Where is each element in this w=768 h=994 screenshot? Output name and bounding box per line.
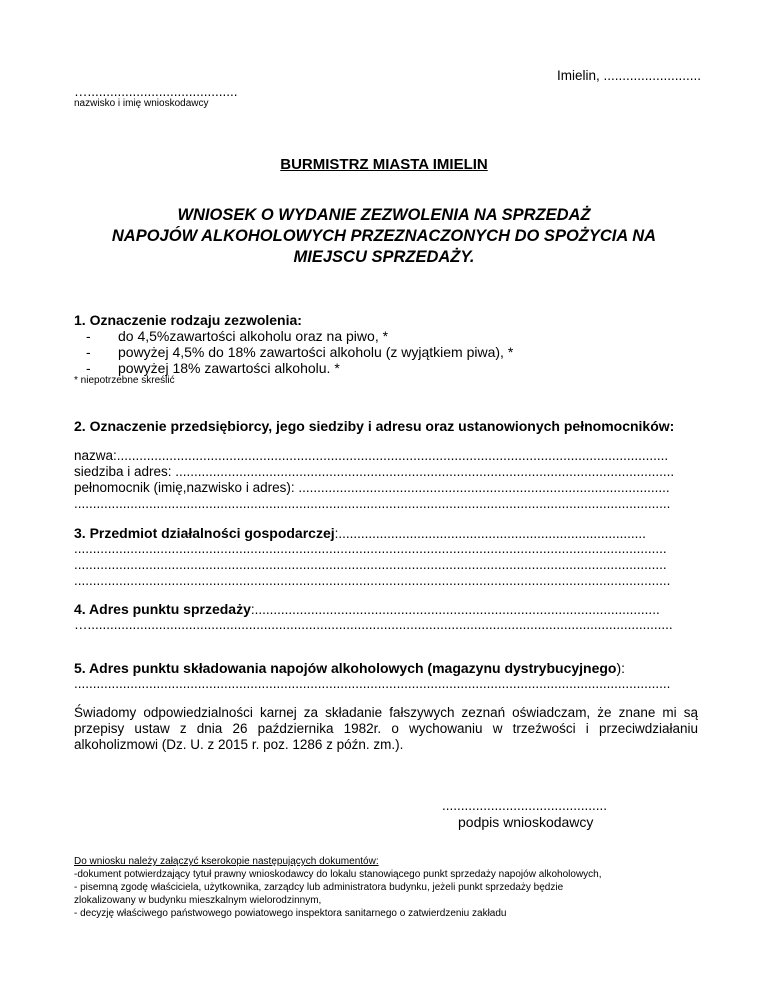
list-dash: -: [86, 328, 91, 344]
attachment-item: zlokalizowany w budynku mieszkalnym wielorodzinnym,: [74, 895, 322, 906]
section1-item-text: powyżej 18% zawartości alkoholu. *: [118, 360, 340, 376]
applicant-caption: nazwisko i imię wnioskodawcy: [74, 98, 209, 109]
declaration: Świadomy odpowiedzialności karnej za składanie fałszywych zeznań oświadczam, że znane mi są przepisy ustaw z dnia 26 października 1982r. o wychowaniu w trzeźwości i przeciwdziałaniu alkoholizmowi (Dz. U. z 2015 r. poz. 1286 z późn. zm.).: [74, 705, 698, 752]
signature-dots: ............................................: [442, 798, 608, 813]
title-line-1: WNIOSEK O WYDANIE ZEZWOLENIA NA SPRZEDAŻ: [177, 206, 591, 224]
attachment-item: -dokument potwierdzający tytuł prawny wnioskodawcy do lokalu stanowiącego punkt sprzedaży napojów alkoholowych,: [74, 869, 602, 880]
section4-heading-text: 4. Adres punktu sprzedaży: [74, 601, 251, 617]
title-line-3: MIEJSCU SPRZEDAŻY.: [293, 248, 475, 266]
section3-line: ...............................................................................................................................................................: [74, 573, 671, 588]
section1-item-text: do 4,5%zawartości alkoholu oraz na piwo, *: [118, 328, 389, 344]
title-line-2: NAPOJÓW ALKOHOLOWYCH PRZEZNACZONYCH DO SPOŻYCIA NA: [111, 227, 657, 245]
section3-heading-text: 3. Przedmiot działalności gospodarczej: [74, 525, 335, 541]
addressee: BURMISTRZ MIASTA IMIELIN: [280, 156, 488, 173]
signature-caption: podpis wnioskodawcy: [458, 814, 594, 830]
attachment-item: - pisemną zgodę właściciela, użytkownika, zarządcy lub administratora budynku, jeżeli punkt sprzedaży będzie: [74, 882, 564, 893]
footnote: * niepotrzebne skreślić: [74, 375, 175, 386]
place-date: Imielin, ..........................: [557, 68, 702, 83]
section2-line-name: nazwa:...................................................................................................................................................: [74, 448, 669, 463]
section1-item: [86, 360, 340, 376]
attachment-item: - decyzję właściwego państwowego powiatowego inspektora sanitarnego o zatwierdzeniu zakładu: [74, 908, 507, 919]
section2-line-extra: ...............................................................................................................................................................: [74, 496, 671, 511]
applicant-name-field: …........................................: [74, 84, 238, 99]
section5-heading-text: 5. Adres punktu składowania napojów alkoholowych (magazynu dystrybucyjnego: [74, 660, 617, 676]
section2-heading: 2. Oznaczenie przedsiębiorcy, jego siedziby i adresu oraz ustanowionych pełnomocników:: [74, 418, 675, 434]
section4-line: …............................................................................................................................................................: [74, 617, 673, 632]
section4-heading: [74, 601, 660, 617]
list-dash: -: [86, 360, 91, 376]
section2-line-address: siedziba i adres: .....................................................................................................................................: [74, 464, 675, 479]
section3-heading-dots: :..................................................................................: [334, 526, 646, 541]
section5-heading: [74, 660, 625, 676]
section5-heading-rest: ):: [616, 660, 626, 676]
section3-heading: [74, 525, 646, 541]
section3-line: ..............................................................................................................................................................: [74, 541, 667, 556]
section1-item-text: powyżej 4,5% do 18% zawartości alkoholu (z wyjątkiem piwa), *: [118, 344, 514, 360]
section2-line-proxy: pełnomocnik (imię,nazwisko i adres): ...................................................................................................: [74, 480, 670, 495]
section1-item: [86, 328, 388, 344]
attachments-heading: Do wniosku należy załączyć kserokopie następujących dokumentów:: [74, 856, 379, 867]
section4-heading-dots: :............................................................................................................: [250, 602, 660, 617]
section5-line: ...............................................................................................................................................................: [74, 676, 671, 691]
list-dash: -: [86, 344, 91, 360]
section1-heading: 1. Oznaczenie rodzaju zezwolenia:: [74, 312, 302, 328]
section3-line: ..............................................................................................................................................................: [74, 557, 667, 572]
section1-item: [86, 344, 513, 360]
